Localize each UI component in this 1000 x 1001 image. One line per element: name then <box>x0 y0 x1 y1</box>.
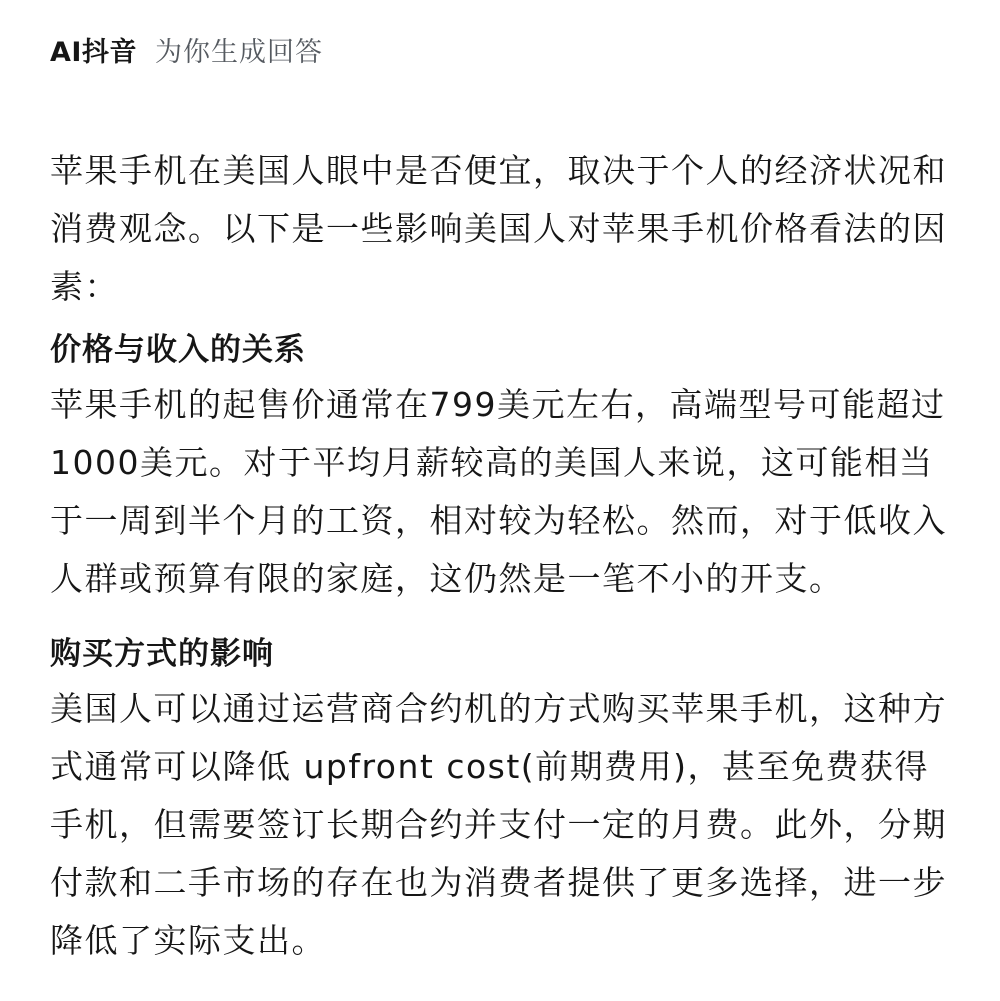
section-body: 美国人可以通过运营商合约机的方式购买苹果手机，这种方式通常可以降低 upfront cost(前期费用)，甚至免费获得手机，但需要签订长期合约并支付一定的月费。此外，分期付款和二手市场的存在也为消费者提供了更多选择，进一步降低了实际支出。 <box>50 689 947 960</box>
answer-intro: 苹果手机在美国人眼中是否便宜，取决于个人的经济状况和消费观念。以下是一些影响美国人对苹果手机价格看法的因素： <box>50 151 947 306</box>
answer-section <box>50 628 948 970</box>
header-subtitle: 为你生成回答 <box>154 37 323 68</box>
section-body: 苹果手机的起售价通常在799美元左右，高端型号可能超过1000美元。对于平均月薪较高的美国人来说，这可能相当于一周到半个月的工资，相对较为轻松。然而，对于低收入人群或预算有限的家庭，这仍然是一笔不小的开支。 <box>50 385 947 598</box>
answer-header <box>50 30 948 76</box>
section-title: 购买方式的影响 <box>50 636 274 672</box>
answer-section <box>50 324 948 608</box>
section-title: 价格与收入的关系 <box>50 332 306 368</box>
brand-title: AI抖音 <box>50 37 137 68</box>
